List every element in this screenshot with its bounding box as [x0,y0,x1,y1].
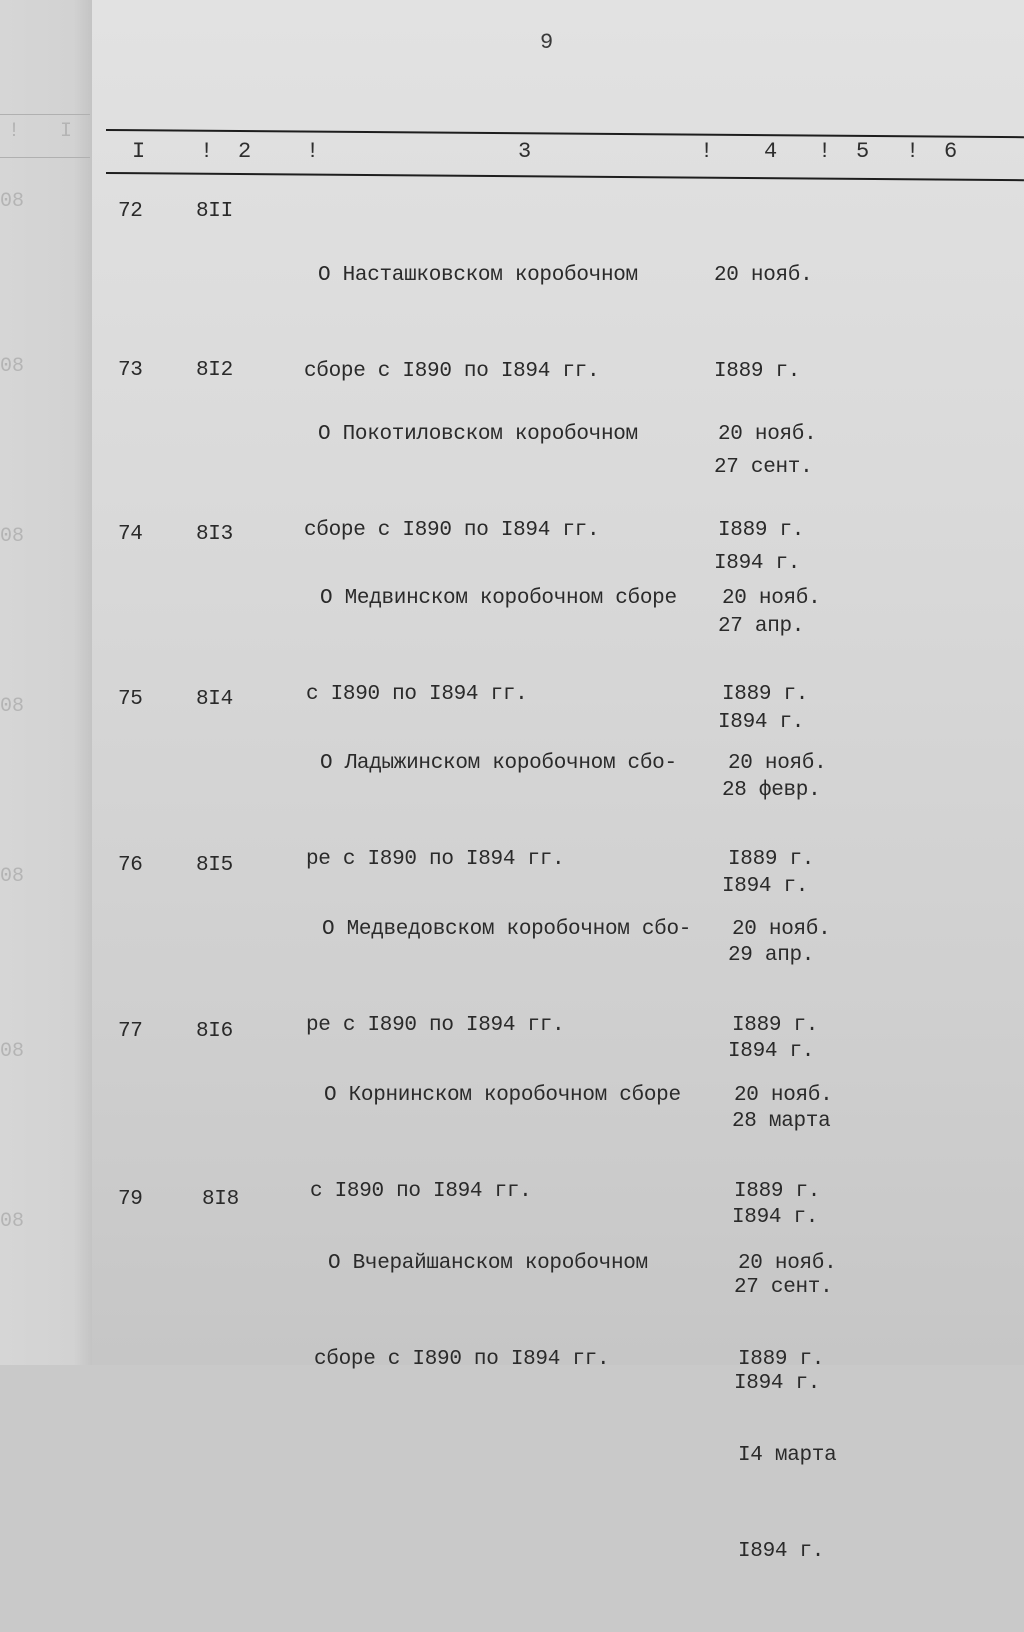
item-number: 75 [118,688,143,711]
column-separator: ! [818,139,832,164]
date-end-day: 27 сент. [714,456,813,479]
date-start-day: 20 нояб. [734,1084,833,1107]
ghost-rule-bottom [0,157,90,158]
date-end-year: I894 г. [728,1040,815,1063]
case-title-line: с I890 по I894 гг. [306,683,528,706]
date-start-year: I889 г. [732,1014,819,1037]
date-start-day: 20 нояб. [738,1252,837,1275]
date-end-day: 27 сент. [734,1276,833,1299]
column-separator: ! [700,139,714,164]
date-end-day: 27 апр. [718,615,805,638]
case-title [314,1184,648,1440]
case-title-line: О Ладыжинском коробочном сбо- [320,752,677,775]
document-page [92,0,1024,1563]
date-end-day: I4 марта [738,1444,837,1467]
case-title-line: О Насташковском коробочном [318,264,638,287]
case-title-line: ре с I890 по I894 гг. [306,848,565,871]
column-header-6: 6 [944,139,958,164]
date-end-year: I894 г. [718,711,805,734]
case-title-line: сборе с I890 по I894 гг. [314,1348,610,1371]
date-start-year: I889 г. [728,848,815,871]
ghost-rule-top [0,114,90,115]
date-start-day: 20 нояб. [728,752,827,775]
case-title-line: О Медвинском коробочном сборе [320,587,677,610]
case-number: 8II [196,200,233,223]
date-start-day: 20 нояб. [714,264,813,287]
ghost-mark: 08 [0,1040,25,1063]
date-end-year: I894 г. [732,1206,819,1229]
case-number: 8I8 [202,1188,239,1211]
ghost-mark: 08 [0,1210,25,1233]
case-title-line: О Вчерайшанском коробочном [328,1252,648,1275]
case-title-line: О Покотиловском коробочном [318,423,638,446]
date-start-day: 20 нояб. [718,423,817,446]
case-title-line: О Медведовском коробочном сбо- [322,918,692,941]
previous-page-edge [0,0,93,1365]
item-number: 72 [118,200,143,223]
table-row [92,1184,1024,1563]
ghost-column-label: I [60,120,73,143]
column-separator: ! [906,139,920,164]
date-end-year: I894 г. [734,1372,821,1395]
header-rule-bottom [106,172,1024,181]
date-end-year: I894 г. [738,1540,825,1563]
date-end-day: 29 апр. [728,944,815,967]
column-header-4: 4 [764,139,778,164]
column-header-5: 5 [856,139,870,164]
date-start-day: 20 нояб. [732,918,831,941]
case-title-line: с I890 по I894 гг. [310,1180,532,1203]
date-start-day: 20 нояб. [722,587,821,610]
case-number: 8I3 [196,523,233,546]
column-separator: ! [200,139,214,164]
case-number: 8I4 [196,688,233,711]
item-number: 74 [118,523,143,546]
item-number: 77 [118,1020,143,1043]
ghost-mark: 08 [0,190,25,213]
item-number: 76 [118,854,143,877]
item-number: 73 [118,359,143,382]
ghost-mark: 08 [0,865,25,888]
case-number: 8I5 [196,854,233,877]
date-end-day: 28 февр. [722,779,821,802]
date-end-day: 28 марта [732,1110,831,1133]
header-rule-top [106,129,1024,138]
column-header-2: 2 [238,139,252,164]
case-title-line: ре с I890 по I894 гг. [306,1014,565,1037]
case-title-line: сборе с I890 по I894 гг. [304,519,600,542]
ghost-mark: 08 [0,525,25,548]
column-separator: ! [306,139,320,164]
date-end-year: I894 г. [722,875,809,898]
date-start-year: I889 г. [714,360,801,383]
page-number: 9 [540,30,554,55]
date-start-year: I889 г. [734,1180,821,1203]
date-start-year: I889 г. [722,683,809,706]
ghost-mark: 08 [0,695,25,718]
date-end-year: I894 г. [714,552,801,575]
case-title-line: сборе с I890 по I894 гг. [304,360,600,383]
case-number: 8I6 [196,1020,233,1043]
date-start-year: I889 г. [718,519,805,542]
ghost-separator: ! [8,120,21,143]
item-number: 79 [118,1188,143,1211]
case-title-line: О Корнинском коробочном сборе [324,1084,681,1107]
case-number: 8I2 [196,359,233,382]
column-header-1: I [132,139,146,164]
ghost-mark: 08 [0,355,25,378]
date-start-year: I889 г. [738,1348,825,1371]
case-dates [738,1184,836,1632]
column-header-3: 3 [518,139,532,164]
